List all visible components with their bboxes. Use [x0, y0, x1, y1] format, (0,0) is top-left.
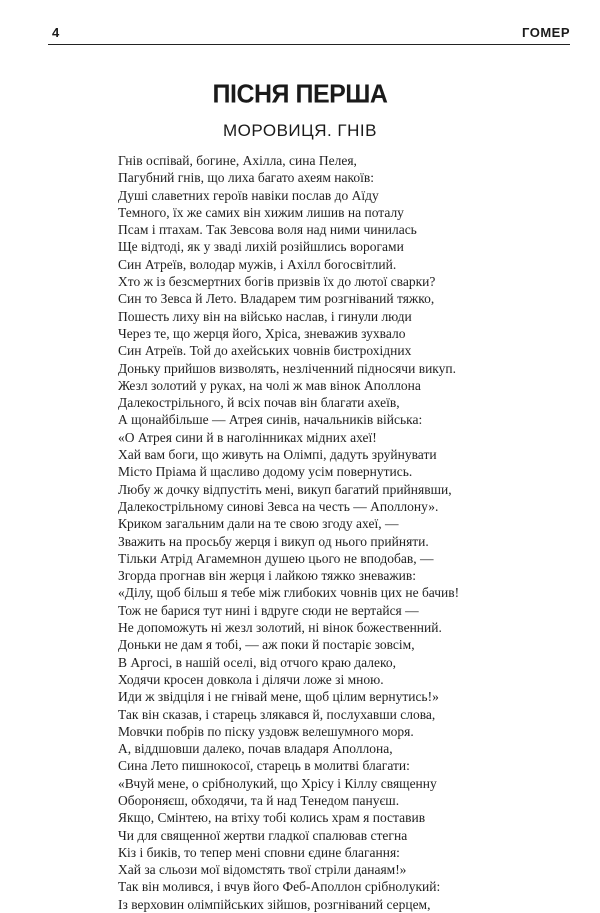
poem-line: Доньки не дам я тобі, — аж поки й постаріє зовсім, — [118, 637, 415, 653]
poem-line: «Вчуй мене, о срібнолукий, що Хрісу і Кіллу священну — [118, 775, 437, 791]
poem-line: Місто Пріама й щасливо додому усім повернутись. — [118, 464, 413, 480]
poem-line: А, віддшовши далеко, почав владаря Аполлона, — [118, 741, 393, 757]
poem-line: Хай за сльози мої відомстять твої стріли данаям!» — [118, 862, 407, 878]
poem-line: Иди ж звідціля і не гнівай мене, щоб цілим вернутись!» — [118, 689, 439, 705]
poem-line: Криком загальним дали на те свою згоду ахеї, — — [118, 516, 399, 532]
poem-line: А щонайбільше — Атрея синів, начальників війська: — [118, 412, 423, 428]
poem-line: Жезл золотий у руках, на чолі ж мав вінок Аполлона — [118, 377, 421, 393]
poem-line: Пагубний гнів, що лиха багато ахеям накоїв: — [118, 170, 374, 186]
poem-line: Далекострільного, й всіх почав він благати ахеїв, — [118, 395, 400, 411]
chapter-title: ПІСНЯ ПЕРША — [212, 79, 388, 109]
running-title: ГОМЕР — [522, 25, 570, 40]
poem-line: Так він сказав, і старець злякався й, послухавши слова, — [118, 706, 436, 722]
poem-line: Якщо, Смінтею, на втіху тобі колись храм я поставив — [118, 810, 426, 826]
chapter-subtitle: МОРОВИЦЯ. ГНІВ — [223, 121, 377, 140]
poem-line: Тож не барися тут нині і вдруге сюди не вертайся — — [118, 602, 419, 618]
poem-line: «О Атрея сини й в наголінниках мідних ахеї! — [118, 429, 377, 445]
poem-line: Зважить на просьбу жерця і викуп од нього прийняти. — [118, 533, 429, 549]
poem-line: Сина Лето пишнокосої, старець в молитві благати: — [118, 758, 410, 774]
poem-line: Обороняєш, обходячи, та й над Тенедом пануєш. — [118, 792, 400, 808]
poem-line: «Ділу, щоб більш я тебе між глибоких човнів цих не бачив! — [118, 585, 460, 601]
poem-line: Любу ж дочку відпустіть мені, викуп багатий прийнявши, — [118, 481, 452, 497]
poem-line: Син Атреїв, володар мужів, і Ахілл богосвітлий. — [118, 256, 397, 272]
running-header — [48, 22, 570, 45]
poem-text — [118, 152, 588, 913]
page-number: 4 — [52, 25, 60, 40]
poem-line: Хай вам боги, що живуть на Олімпі, дадуть зруйнувати — [118, 447, 437, 463]
poem-line: Душі славетних героїв навіки послав до Аїду — [118, 187, 379, 203]
poem-line: Син то Зевса й Лето. Владарем тим розгніваний тяжко, — [118, 291, 435, 307]
poem-line: Доньку прийшов визволять, незліченний підносячи викуп. — [118, 360, 457, 376]
poem-line: Не допоможуть ні жезл золотий, ні вінок божественний. — [118, 620, 442, 636]
poem-line: Гнів оспівай, богине, Ахілла, сина Пелея, — [118, 153, 357, 168]
poem-line: Так він молився, і вчув його Феб-Аполлон срібнолукий: — [118, 879, 441, 895]
poem-line: Син Атреїв. Той до ахейських човнів бистрохідних — [118, 343, 412, 359]
poem-line: Псам і птахам. Так Зевсова воля над ними чинилась — [118, 222, 417, 238]
poem-line: Темного, їх же самих він хижим лишив на поталу — [118, 204, 404, 220]
poem-line: Пошесть лиху він на військо наслав, і гинули люди — [118, 308, 412, 324]
poem-line: Згорда прогнав він жерця і лайкою тяжко зневажив: — [118, 568, 417, 584]
poem-line: Мовчки побрів по піску уздовж велешумного моря. — [118, 723, 414, 739]
poem-line: Кіз і биків, то тепер мені сповни єдине благання: — [118, 844, 400, 860]
poem-line: Із верховин олімпійських зійшов, розгніваний серцем, — [118, 896, 431, 912]
poem-line: Через те, що жерця його, Хріса, зневажив зухвало — [118, 325, 406, 341]
poem-line: Чи для священної жертви гладкої спалював стегна — [118, 827, 408, 843]
poem-line: Далекострільному синові Зевса на честь — Аполлону». — [118, 498, 439, 514]
poem-line: Ходячи кросен довкола і ділячи ложе зі мною. — [118, 671, 384, 687]
poem-line: Ще відтоді, як у зваді лихій розійшлись ворогами — [118, 239, 404, 255]
poem-line: В Аргосі, в нашій оселі, від отчого краю далеко, — [118, 654, 397, 670]
poem-line: Тільки Атрід Агамемнон душею цього не вподобав, — — [118, 550, 434, 566]
poem-line: Хто ж із безсмертних богів призвів їх до лютої сварки? — [118, 274, 436, 290]
